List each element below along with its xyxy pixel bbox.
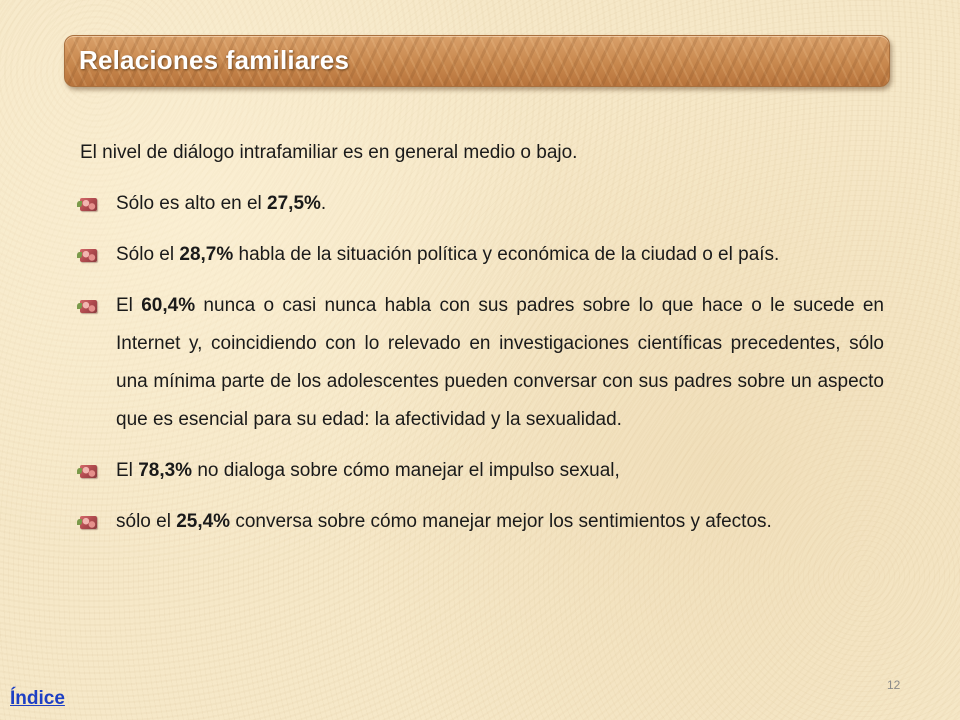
bullet-percentage: 25,4%	[176, 511, 231, 532]
bullet-text: El	[116, 460, 139, 481]
bullet-item-1	[80, 185, 884, 223]
bullet-percentage: 27,5%	[267, 193, 321, 214]
bullet-text: nunca o casi nunca habla con sus padres sobre lo que hace o le sucede en Internet y, coincidiendo con lo relevado en investigaciones científicas precedentes, sólo una mínima parte de los adolescentes pueden conversar con sus padres sobre un aspecto que es esencial para su edad: la afectividad y la sexualidad.	[116, 295, 884, 430]
bullet-text: habla de la situación política y económica de la ciudad o el país.	[233, 244, 780, 265]
bullet-item-3	[80, 287, 884, 439]
slide-title: Relaciones familiares	[79, 45, 350, 75]
page-number: 12	[887, 678, 901, 692]
bullet-text: conversa sobre cómo manejar mejor los sentimientos y afectos.	[230, 511, 772, 532]
bullet-percentage: 28,7%	[179, 244, 234, 265]
bullet-percentage: 60,4%	[141, 295, 196, 316]
bullet-text: .	[320, 193, 327, 214]
intro-paragraph: El nivel de diálogo intrafamiliar es en general medio o bajo.	[80, 142, 578, 163]
rose-bullet-icon	[80, 249, 97, 262]
rose-bullet-icon	[80, 516, 97, 529]
rose-bullet-icon	[80, 465, 97, 478]
index-link[interactable]: Índice	[10, 688, 65, 709]
bullet-item-4	[80, 452, 884, 490]
title-bar	[64, 35, 890, 87]
bullet-item-5	[80, 503, 884, 541]
bullet-text: Sólo es alto en el	[116, 193, 268, 214]
bullet-item-2	[80, 236, 884, 274]
bullet-text: no dialoga sobre cómo manejar el impulso sexual,	[192, 460, 620, 481]
bullet-text: sólo el	[116, 511, 177, 532]
rose-bullet-icon	[80, 300, 97, 313]
bullet-text: Sólo el	[116, 244, 180, 265]
slide-body	[80, 134, 884, 554]
rose-bullet-icon	[80, 198, 97, 211]
bullet-text: El	[116, 295, 142, 316]
bullet-percentage: 78,3%	[138, 460, 193, 481]
